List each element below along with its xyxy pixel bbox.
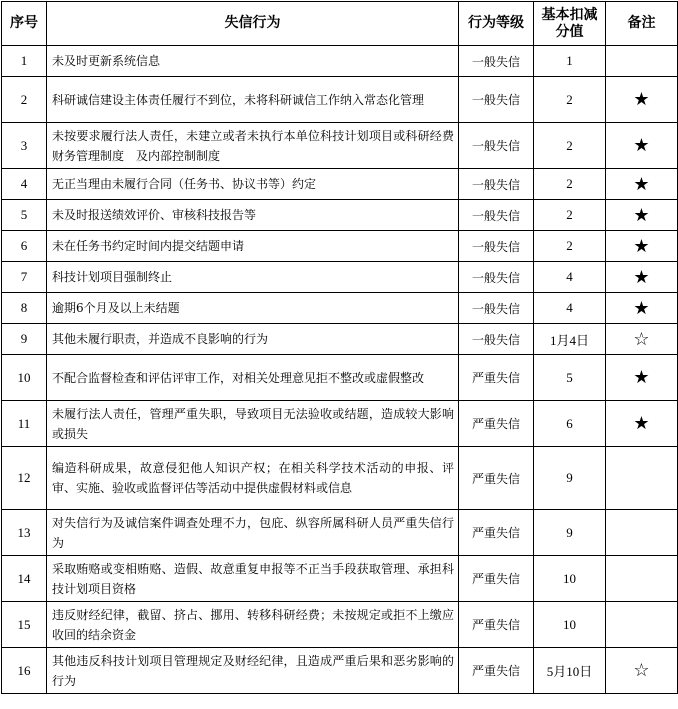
- table-row: [2, 401, 678, 447]
- cell-level: 严重失信: [459, 401, 534, 447]
- table-row: [2, 355, 678, 401]
- table-row: [2, 46, 678, 77]
- cell-seq: 12: [2, 447, 47, 510]
- cell-seq: 10: [2, 355, 47, 401]
- cell-behavior: 未及时更新系统信息: [47, 46, 459, 77]
- cell-behavior: 违反财经纪律，截留、挤占、挪用、转移科研经费；未按规定或拒不上缴应收回的结余资金: [47, 602, 459, 648]
- cell-score: 6: [534, 401, 606, 447]
- table-row: [2, 77, 678, 123]
- cell-seq: 9: [2, 324, 47, 355]
- cell-seq: 7: [2, 262, 47, 293]
- cell-seq: 1: [2, 46, 47, 77]
- cell-behavior: 未及时报送绩效评价、审核科技报告等: [47, 200, 459, 231]
- cell-behavior: 未履行法人责任，管理严重失职，导致项目无法验收或结题，造成较大影响或损失: [47, 401, 459, 447]
- cell-behavior: 科技计划项目强制终止: [47, 262, 459, 293]
- table-row: [2, 262, 678, 293]
- cell-behavior: 编造科研成果，故意侵犯他人知识产权；在相关科学技术活动的申报、评审、实施、验收或监督评估等活动中提供虚假材料或信息: [47, 447, 459, 510]
- cell-seq: 6: [2, 231, 47, 262]
- cell-note: [606, 510, 678, 556]
- cell-score: 1: [534, 46, 606, 77]
- table-row: [2, 169, 678, 200]
- cell-behavior: 逾期6个月及以上未结题: [47, 293, 459, 324]
- cell-level: 严重失信: [459, 556, 534, 602]
- cell-level: 严重失信: [459, 447, 534, 510]
- cell-level: 严重失信: [459, 648, 534, 694]
- cell-behavior: 科研诚信建设主体责任履行不到位，未将科研诚信工作纳入常态化管理: [47, 77, 459, 123]
- table-row: [2, 293, 678, 324]
- header-note: 备注: [606, 2, 678, 46]
- cell-note: ☆: [606, 324, 678, 355]
- cell-note: ★: [606, 262, 678, 293]
- cell-score: 2: [534, 77, 606, 123]
- cell-level: 严重失信: [459, 510, 534, 556]
- cell-score: 9: [534, 447, 606, 510]
- cell-level: 严重失信: [459, 355, 534, 401]
- cell-level: 严重失信: [459, 602, 534, 648]
- cell-note: [606, 556, 678, 602]
- table-row: [2, 510, 678, 556]
- cell-note: ★: [606, 355, 678, 401]
- cell-seq: 2: [2, 77, 47, 123]
- cell-score: 5: [534, 355, 606, 401]
- cell-score: 10: [534, 556, 606, 602]
- table-row: [2, 648, 678, 694]
- cell-behavior: 无正当理由未履行合同（任务书、协议书等）约定: [47, 169, 459, 200]
- cell-level: 一般失信: [459, 123, 534, 169]
- cell-behavior: 其他违反科技计划项目管理规定及财经纪律，且造成严重后果和恶劣影响的行为: [47, 648, 459, 694]
- cell-seq: 11: [2, 401, 47, 447]
- table-row: [2, 123, 678, 169]
- header-behavior: 失信行为: [47, 2, 459, 46]
- cell-score: 4: [534, 262, 606, 293]
- cell-level: 一般失信: [459, 293, 534, 324]
- cell-note: ★: [606, 231, 678, 262]
- cell-note: ★: [606, 77, 678, 123]
- table-row: [2, 200, 678, 231]
- cell-level: 一般失信: [459, 77, 534, 123]
- table-row: [2, 556, 678, 602]
- cell-seq: 4: [2, 169, 47, 200]
- table-row: [2, 602, 678, 648]
- cell-level: 一般失信: [459, 231, 534, 262]
- cell-score: 2: [534, 200, 606, 231]
- cell-score: 1月4日: [534, 324, 606, 355]
- cell-note: [606, 602, 678, 648]
- cell-behavior: 其他未履行职责，并造成不良影响的行为: [47, 324, 459, 355]
- cell-note: ★: [606, 169, 678, 200]
- cell-score: 9: [534, 510, 606, 556]
- cell-seq: 8: [2, 293, 47, 324]
- cell-seq: 13: [2, 510, 47, 556]
- cell-score: 2: [534, 231, 606, 262]
- header-score: 基本扣减分值: [534, 2, 606, 46]
- cell-note: ★: [606, 293, 678, 324]
- cell-seq: 3: [2, 123, 47, 169]
- cell-level: 一般失信: [459, 200, 534, 231]
- cell-score: 10: [534, 602, 606, 648]
- cell-seq: 16: [2, 648, 47, 694]
- cell-note: [606, 46, 678, 77]
- table-row: [2, 324, 678, 355]
- cell-seq: 15: [2, 602, 47, 648]
- cell-level: 一般失信: [459, 262, 534, 293]
- cell-note: ★: [606, 123, 678, 169]
- table-row: [2, 447, 678, 510]
- cell-behavior: 采取贿赂或变相贿赂、造假、故意重复申报等不正当手段获取管理、承担科技计划项目资格: [47, 556, 459, 602]
- cell-note: ★: [606, 200, 678, 231]
- cell-level: 一般失信: [459, 324, 534, 355]
- cell-level: 一般失信: [459, 46, 534, 77]
- cell-level: 一般失信: [459, 169, 534, 200]
- cell-score: 5月10日: [534, 648, 606, 694]
- cell-behavior: 未按要求履行法人责任，未建立或者未执行本单位科技计划项目或科研经费财务管理制度 及内部控制制度: [47, 123, 459, 169]
- cell-note: ☆: [606, 648, 678, 694]
- header-level: 行为等级: [459, 2, 534, 46]
- header-seq: 序号: [2, 2, 47, 46]
- cell-behavior: 不配合监督检查和评估评审工作，对相关处理意见拒不整改或虚假整改: [47, 355, 459, 401]
- cell-note: ★: [606, 401, 678, 447]
- cell-note: [606, 447, 678, 510]
- cell-score: 2: [534, 123, 606, 169]
- table-row: [2, 231, 678, 262]
- cell-seq: 14: [2, 556, 47, 602]
- header-row: [2, 2, 678, 46]
- cell-score: 4: [534, 293, 606, 324]
- misconduct-table: [1, 1, 678, 694]
- cell-behavior: 未在任务书约定时间内提交结题申请: [47, 231, 459, 262]
- cell-seq: 5: [2, 200, 47, 231]
- cell-score: 2: [534, 169, 606, 200]
- cell-behavior: 对失信行为及诚信案件调查处理不力，包庇、纵容所属科研人员严重失信行为: [47, 510, 459, 556]
